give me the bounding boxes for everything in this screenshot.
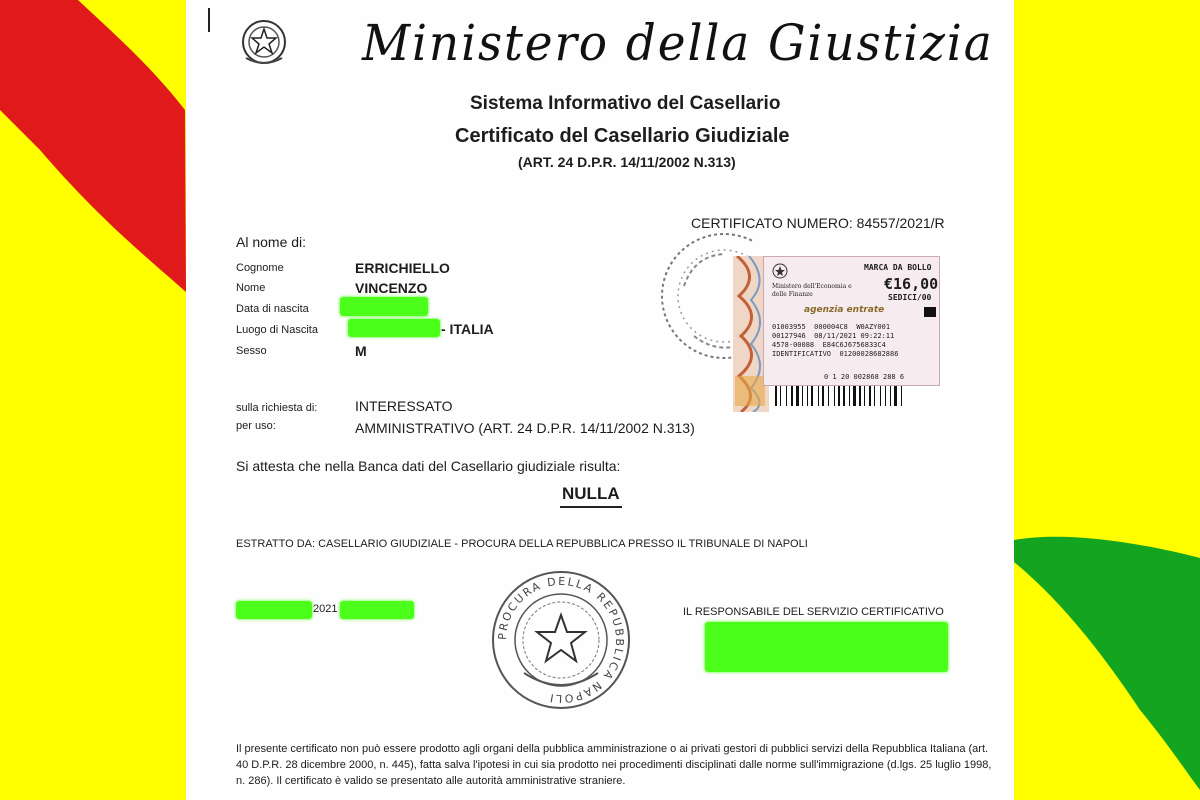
use-value: AMMINISTRATIVO (ART. 24 D.P.R. 14/11/2002 N.313) [355, 420, 695, 436]
name-label: Nome [236, 282, 266, 294]
date-year: 2021 [313, 603, 338, 615]
stamp-black-mark [924, 307, 936, 317]
stamp-code: SEDICI/00 [888, 293, 932, 302]
stamp-line2a: 00127946 [772, 332, 806, 340]
stamp-emblem-icon [772, 263, 788, 279]
certificate-title: Certificato del Casellario Giudiziale [455, 125, 790, 147]
certificate-number: CERTIFICATO NUMERO: 84557/2021/R [691, 215, 945, 231]
stamp-marca: MARCA DA BOLLO [864, 263, 932, 272]
birthdate-redaction [340, 297, 428, 316]
person-heading: Al nome di: [236, 234, 307, 250]
seal-text: PROCURA DELLA REPUBBLICA NAPOLI [495, 574, 627, 706]
footer-notice: Il presente certificato non può essere prodotto agli organi della pubblica amministrazione o ai privati gestori di pubblici servizi della Repubblica Italiana (art. 40 D.P.R. 28 dicembre 2000, n. 445), fatta salva l'ipotesi in cui sia prodotto nei procedimenti disciplinati dalle norme sull'immigrazione (d.lgs. 25 luglio 1998, n. 286). Il certificato è valido se presentato alle autorità amministrative straniere. [236, 743, 992, 787]
stamp-line3a: 4578-00088 [772, 341, 815, 349]
green-band [1014, 537, 1200, 790]
stamp-agenzia: agenzia entrate [804, 305, 885, 315]
signature-redaction [705, 622, 948, 672]
law-reference: (ART. 24 D.P.R. 14/11/2002 N.313) [518, 154, 736, 170]
surname-label: Cognome [236, 262, 284, 274]
date-redaction-right [340, 601, 414, 619]
signatory-title: IL RESPONSABILE DEL SERVIZIO CERTIFICATIVO [683, 606, 944, 618]
birthdate-label: Data di nascita [236, 303, 309, 315]
stamp-line2b: 08/11/2021 09:22:11 [814, 332, 895, 340]
use-label: per uso: [236, 420, 276, 432]
name-value: VINCENZO [355, 280, 428, 296]
revenue-stamp [733, 256, 946, 412]
request-label: sulla richiesta di: [236, 402, 318, 414]
stamp-line1b: 000004C8 [814, 323, 848, 331]
surname-value: ERRICHIELLO [355, 260, 450, 276]
sex-value: M [355, 343, 367, 359]
stamp-amount: €16,00 [884, 275, 939, 293]
attestation-text: Si attesta che nella Banca dati del Casellario giudiziale risulta: [236, 458, 621, 474]
birthplace-redaction [348, 319, 440, 337]
republic-emblem-icon [238, 14, 290, 66]
red-band [0, 0, 186, 292]
stamp-ministry: Ministero dell'Economia e delle Finanze [772, 283, 852, 298]
stamp-line4a: IDENTIFICATIVO [772, 350, 832, 358]
stamp-barcode-number: 0 1 20 002868 288 6 [824, 373, 905, 381]
system-title: Sistema Informativo del Casellario [470, 93, 781, 114]
scan-mark [208, 8, 210, 32]
extract-text: ESTRATTO DA: CASELLARIO GIUDIZIALE - PROCURA DELLA REPUBBLICA PRESSO IL TRIBUNALE DI NAPOLI [236, 538, 808, 550]
birthplace-value: - ITALIA [441, 321, 494, 337]
stamp-line1c: W0AZY001 [856, 323, 891, 331]
request-value: INTERESSATO [355, 398, 453, 414]
stamp-barcode [775, 386, 935, 408]
stamp-line4b: 01200028682886 [839, 350, 899, 358]
official-seal [486, 565, 636, 715]
stamp-line3b: E84C6J6756833C4 [822, 341, 886, 349]
result-value: NULLA [560, 484, 622, 508]
sex-label: Sesso [236, 345, 267, 357]
stamp-line1a: 01003955 [772, 323, 806, 331]
birthplace-label: Luogo di Nascita [236, 324, 318, 336]
ministry-title: Ministero della Giustizia [362, 14, 994, 72]
date-redaction-left [236, 601, 312, 619]
